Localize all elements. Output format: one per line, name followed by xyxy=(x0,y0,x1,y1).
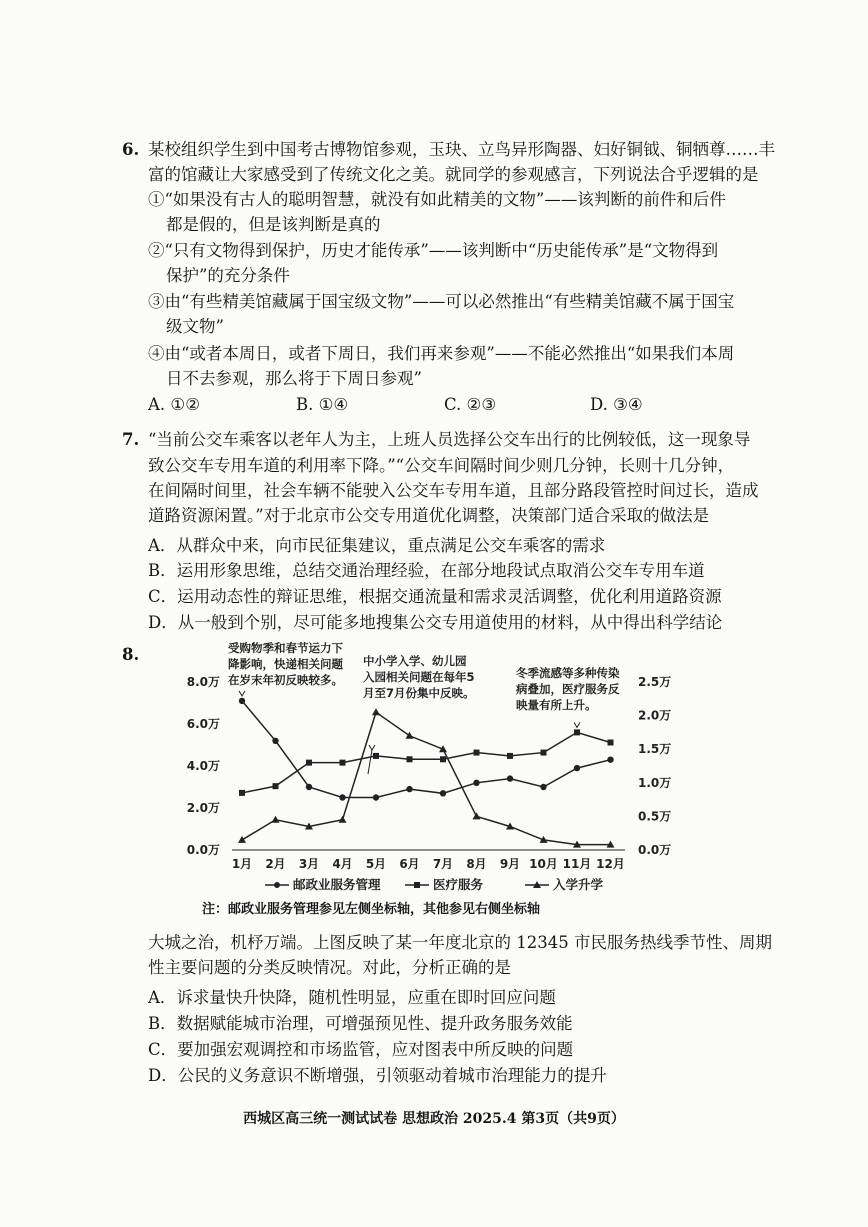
annotation-1 xyxy=(228,641,343,696)
chart-axes xyxy=(187,675,672,871)
right-axis-tick-label: 0.5万 xyxy=(638,809,672,824)
x-axis-tick-label: 4月 xyxy=(332,857,353,871)
annotation-3 xyxy=(515,666,620,727)
data-point xyxy=(306,784,312,790)
q7-option-a[interactable]: A．从群众中来，向市民征集建议，重点满足公交车乘客的需求 xyxy=(148,536,606,555)
data-point xyxy=(373,794,379,800)
chart-legend xyxy=(265,877,604,892)
annotation-arrowhead xyxy=(369,745,375,750)
data-point xyxy=(541,750,547,756)
data-point xyxy=(272,816,280,823)
legend-item-1 xyxy=(265,877,381,892)
hotline-line-chart xyxy=(180,640,680,910)
q8-stem-line2: 性主要问题的分类反映情况。对此，分析正确的是 xyxy=(148,958,511,977)
x-axis-tick-label: 5月 xyxy=(365,857,387,871)
data-point xyxy=(272,738,278,744)
data-point xyxy=(372,708,380,715)
q8-option-a[interactable]: A．诉求量快升快降，随机性明显，应重在即时回应问题 xyxy=(148,988,556,1007)
left-axis-tick-label: 0.0万 xyxy=(186,843,220,857)
annotation-arrowhead xyxy=(239,691,245,696)
legend-label: 邮政业服务管理 xyxy=(293,877,381,892)
data-point xyxy=(339,816,347,823)
annotation-text: 映量有所上升。 xyxy=(516,698,597,712)
q6-statement-1b: 都是假的，但是该判断是真的 xyxy=(166,215,381,234)
chart-annotations xyxy=(228,641,620,774)
q6-statement-3b: 级文物” xyxy=(166,317,224,336)
q7-option-c[interactable]: C．运用动态性的辩证思维，根据交通流量和需求灵活调整，优化利用道路资源 xyxy=(148,587,722,606)
data-point xyxy=(474,750,480,756)
legend-marker xyxy=(274,882,280,888)
data-point xyxy=(239,790,245,796)
left-axis-tick-label: 2.0万 xyxy=(186,801,220,815)
q6-option-b[interactable]: B. ①④ xyxy=(296,395,349,414)
series-3 xyxy=(238,708,615,847)
data-point xyxy=(507,753,513,759)
series-line xyxy=(242,712,611,844)
data-point xyxy=(440,756,446,762)
q7-stem-line4: 道路资源闲置。”对于北京市公交专用道优化调整，决策部门适合采取的做法是 xyxy=(148,506,710,525)
q6-stem-line1: 某校组织学生到中国考古博物馆参观，玉玦、立鸟异形陶器、妇好铜钺、铜牺尊……丰 xyxy=(148,140,775,159)
q8-option-b[interactable]: B．数据赋能城市治理，可增强预见性、提升政务服务效能 xyxy=(148,1014,573,1033)
data-point xyxy=(473,780,479,786)
x-axis-tick-label: 3月 xyxy=(298,857,320,871)
data-point xyxy=(339,794,345,800)
chart-series xyxy=(238,698,615,848)
data-point xyxy=(406,786,412,792)
annotation-text: 月至7月份集中反映。 xyxy=(363,686,475,700)
q6-option-d[interactable]: D. ③④ xyxy=(590,395,643,414)
q7-option-b[interactable]: B．运用形象思维，总结交通治理经验，在部分地段试点取消公交车专用车道 xyxy=(148,561,705,580)
annotation-arrow xyxy=(368,750,372,774)
data-point xyxy=(238,836,246,843)
q6-option-c[interactable]: C. ②③ xyxy=(444,395,497,414)
x-axis-tick-label: 2月 xyxy=(265,857,286,871)
data-point xyxy=(373,753,379,759)
page-footer: 西城区高三统一测试试卷 思想政治 2025.4 第3页（共9页） xyxy=(243,1111,625,1127)
x-axis-tick-label: 8月 xyxy=(466,857,487,871)
data-point xyxy=(507,775,513,781)
x-axis-tick-label: 6月 xyxy=(399,857,420,871)
left-axis-tick-label: 4.0万 xyxy=(186,759,220,773)
q7-stem-line2: 致公交车专用车道的利用率下降。”“公交车间隔时间少则几分钟，长则十几分钟， xyxy=(148,456,735,475)
q7-stem-line1: “当前公交车乘客以老年人为主，上班人员选择公交车出行的比例较低，这一现象导 xyxy=(148,430,751,449)
x-axis-tick-label: 1月 xyxy=(231,857,253,871)
q6-statement-3a: ③由“有些精美馆藏属于国宝级文物”——可以必然推出“有些精美馆藏不属于国宝 xyxy=(148,292,735,311)
q6-statement-1a: ①“如果没有古人的聪明智慧，就没有如此精美的文物”——该判断的前件和后件 xyxy=(148,190,726,209)
right-axis-tick-label: 1.5万 xyxy=(638,742,672,757)
legend-label: 入学升学 xyxy=(553,877,604,892)
q8-number: 8. xyxy=(122,645,140,664)
series-line xyxy=(242,701,611,798)
q6-number: 6. xyxy=(122,140,140,159)
q6-statement-4b: 日不去参观，那么将于下周日参观” xyxy=(166,369,422,388)
annotation-text: 中小学入学、幼儿园 xyxy=(363,654,467,668)
x-axis-tick-label: 9月 xyxy=(499,857,521,871)
chart-note: 注：邮政业服务管理参见左侧坐标轴，其他参见右侧坐标轴 xyxy=(202,902,541,917)
data-point xyxy=(407,756,413,762)
data-point xyxy=(473,812,481,819)
q6-statement-2b: 保护”的充分条件 xyxy=(166,266,290,285)
q7-option-d[interactable]: D．从一般到个别，尽可能多地搜集公交专用道使用的材料，从中得出科学结论 xyxy=(148,613,723,632)
q7-number: 7. xyxy=(122,430,140,449)
annotation-text: 受购物季和春节运力下 xyxy=(228,641,343,655)
data-point xyxy=(574,765,580,771)
legend-item-3 xyxy=(525,877,604,892)
data-point xyxy=(239,698,245,704)
series-2 xyxy=(239,729,614,795)
data-point xyxy=(574,729,580,735)
q8-option-c[interactable]: C．要加强宏观调控和市场监管，应对图表中所反映的问题 xyxy=(148,1040,574,1059)
right-axis-tick-label: 2.5万 xyxy=(638,675,672,689)
data-point xyxy=(440,790,446,796)
annotation-text: 冬季流感等多种传染 xyxy=(516,666,620,680)
x-axis-tick-label: 10月 xyxy=(529,857,558,871)
data-point xyxy=(406,732,414,739)
annotation-arrowhead xyxy=(574,722,580,727)
series-1 xyxy=(239,698,614,801)
data-point xyxy=(607,757,613,763)
x-axis-tick-label: 12月 xyxy=(596,857,625,871)
x-axis-tick-label: 7月 xyxy=(432,857,454,871)
right-axis-tick-label: 1.0万 xyxy=(638,775,672,790)
annotation-text: 降影响，快递相关问题 xyxy=(228,657,343,671)
data-point xyxy=(540,784,546,790)
x-axis-tick-label: 11月 xyxy=(562,857,592,871)
right-axis-tick-label: 0.0万 xyxy=(638,843,672,857)
legend-marker xyxy=(414,882,420,888)
q6-statement-2a: ②“只有文物得到保护，历史才能传承”——该判断中“历史能传承”是“文物得到 xyxy=(148,241,719,260)
legend-item-2 xyxy=(405,877,484,892)
annotation-text: 病叠加，医疗服务反 xyxy=(516,682,620,696)
data-point xyxy=(608,739,614,745)
series-line xyxy=(242,732,611,792)
q8-option-d[interactable]: D．公民的义务意识不断增强，引领驱动着城市治理能力的提升 xyxy=(148,1066,607,1085)
data-point xyxy=(306,760,312,766)
legend-label: 医疗服务 xyxy=(433,877,484,892)
q6-stem-line2: 富的馆藏让大家感受到了传统文化之美。就同学的参观感言，下列说法合乎逻辑的是 xyxy=(148,165,759,184)
right-axis-tick-label: 2.0万 xyxy=(638,708,672,723)
annotation-text: 入园相关问题在每年5 xyxy=(363,670,475,684)
q8-stem-line1: 大城之治，机杼万端。上图反映了某一年度北京的 12345 市民服务热线季节性、周期 xyxy=(148,933,772,952)
q6-statement-4a: ④由“或者本周日，或者下周日，我们再来参观”——不能必然推出“如果我们本周 xyxy=(148,344,735,363)
data-point xyxy=(273,783,279,789)
left-axis-tick-label: 8.0万 xyxy=(186,675,220,689)
left-axis-tick-label: 6.0万 xyxy=(186,717,220,731)
q6-option-a[interactable]: A. ①② xyxy=(148,395,200,414)
annotation-text: 在岁末年初反映较多。 xyxy=(228,673,343,687)
q7-stem-line3: 在间隔时间里，社会车辆不能驶入公交车专用车道，且部分路段管控时间过长，造成 xyxy=(148,481,759,500)
data-point xyxy=(340,760,346,766)
